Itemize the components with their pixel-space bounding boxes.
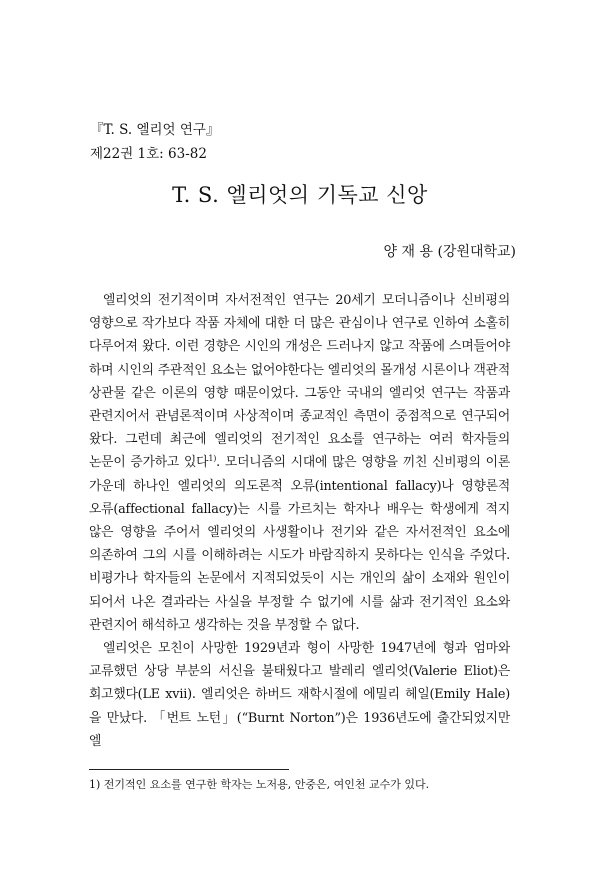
- paragraph-1-text-a: 엘리엇의 전기적이며 자서전적인 연구는 20세기 모더니즘이나 신비평의 영향으로 작가보다 작품 자체에 대한 더 많은 관심이나 연구로 인하여 소홀히 다루어져 왔다. 이런 경향은 시인의 개성은 드러나지 않고 작품에 스며들어야 하며 시인의 주관적인 요소는 없어야한다는 엘리엇의 몰개성 시론이나 객관적 상관물 같은 이론의 영향 때문이었다. 그동안 국내의 엘리엇 연구는 작품과 관련지어서 관념론적이며 사상적이며 종교적인 측면이 중점적으로 연구되어 왔다. 그런데 최근에 엘리엇의 전기적인 요소를 연구하는 여러 학자들의 논문이 증가하고 있다: [89, 293, 510, 471]
- footnote-reference[interactable]: 1): [208, 454, 217, 464]
- paragraph-2: 엘리엇은 모친이 사망한 1929년과 형이 사망한 1947년에 형과 엄마와 교류했던 상당 부분의 서신을 불태웠다고 발레리 엘리엇(Valerie Eliot)은 회고했다(LE xvii). 엘리엇은 하버드 재학시절에 에밀리 헤일(Emily Hale)을 만났다. 「번트 노턴」(“Burnt Norton”)은 1936년도에 출간되었지만 엘: [89, 641, 510, 749]
- journal-title: 『T. S. 엘리엇 연구』: [90, 122, 220, 138]
- paragraph-1-text-b: . 모더니즘의 시대에 많은 영향을 끼친 신비평의 이론 가운데 하나인 엘리엇의 의도론적 오류(intentional fallacy)나 영향론적 오류(affectional fallacy)는 시를 가르치는 학자나 배우는 학생에게 적지 않은 영향을 주어서 엘리엇의 사생활이나 전기와 같은 자서전적인 요소에 의존하여 그의 시를 이해하려는 시도가 바람직하지 못하다는 인식을 주었다. 비평가나 학자들의 논문에서 지적되었듯이 시는 개인의 삶이 소재와 원인이 되어서 나온 결과라는 사실을 부정할 수 없기에 시를 삶과 전기적인 요소와 관련지어 해석하고 생각하는 것을 부정할 수 없다.: [89, 455, 510, 633]
- footnote-divider: [89, 769, 289, 770]
- author-affiliation: 양 재 용 (강원대학교): [383, 244, 516, 260]
- article-title: T. S. 엘리엇의 기독교 신앙: [172, 183, 428, 207]
- volume-info: 제22권 1호: 63-82: [90, 146, 207, 162]
- paragraph-1: [89, 289, 510, 637]
- article-body: [89, 289, 510, 753]
- footnote-1: 1) 전기적인 요소를 연구한 학자는 노저용, 안중은, 여인천 교수가 있다.: [89, 778, 430, 791]
